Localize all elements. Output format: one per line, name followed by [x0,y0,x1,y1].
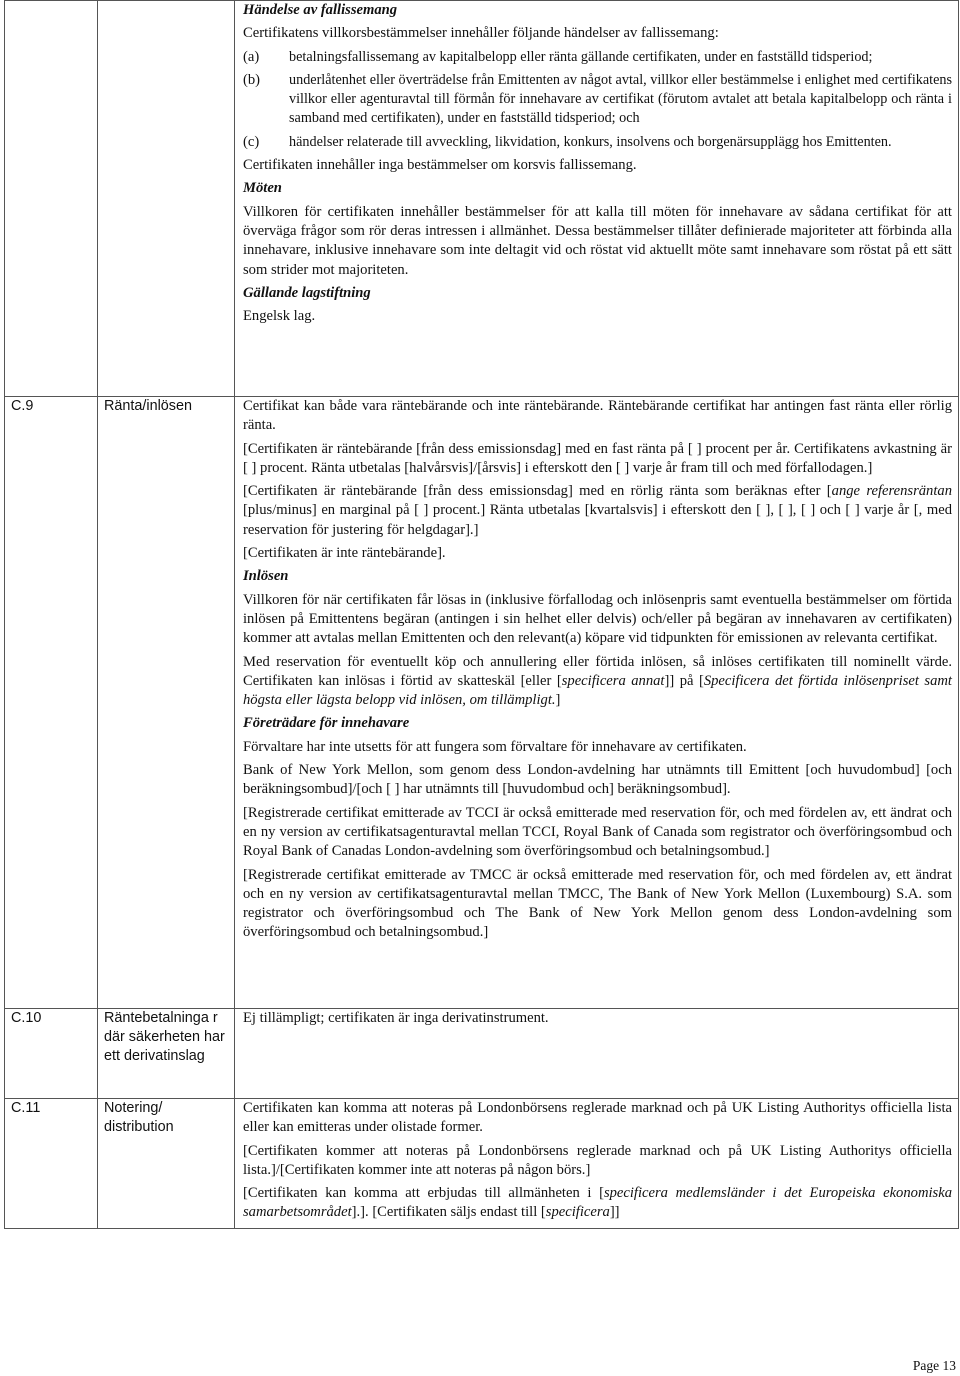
italic-text-span: ange referensräntan [831,483,952,500]
list-item-label: (b) [243,71,261,88]
list-item [243,48,952,67]
text-span: ]] på [ [664,672,704,689]
list-item-text: betalningsfallissemang av kapitalbelopp eller ränta gällande certifikaten, under en fastställd tidsperiod; [289,48,873,65]
early-redemption-text [243,653,952,711]
italic-text-span: specificera [545,1204,610,1221]
text-span: ]] [609,1204,620,1221]
heading-redemption: Inlösen [243,568,289,585]
list-item-text: underlåtenhet eller överträdelse från Emittenten av något avtal, villkor eller bestämmelse i enlighet med certifikatens villkor eller agenturavtal till förmån för innehavare av certifikat (förutom avtalet att betala kapitalbelopp och ränta i samband med certifikaten), under en fastställd tidsperiod; och [289,71,953,127]
list-item-label: (c) [243,133,260,150]
section-content-cell [235,1009,959,1099]
listing-text: Certifikaten kan komma att noteras på Londonbörsens reglerade marknad och på UK Listing Authoritys officiella lista eller kan emitteras under olistade former. [243,1100,952,1136]
text-span: [Certifikaten kan komma att erbjudas till allmänheten i [ [243,1185,604,1202]
floating-rate-text [243,482,952,540]
italic-text-span: specificera annat [561,672,665,689]
fixed-rate-text: [Certifikaten är räntebärande [från dess emissionsdag] med en fast ränta på [ ] procent per år. Certifikatens avkastning är [ ] procent. Ränta utbetalas [halvårsvis]/[årsvis] i efterskott den [ ] varje år fram till och med förfallodagen.] [243,440,952,476]
text-span: ].]. [Certifikaten säljs endast till [ [351,1204,546,1221]
listing-option-text: [Certifikaten kommer att noteras på Londonbörsens reglerade marknad och på UK Listing Authoritys officiella lista.]/[Certifikaten kommer inte att noteras på någon börs.] [243,1142,952,1178]
tmcc-registered-text: [Registrerade certifikat emitterade av TMCC är också emitterade med reservation för, och med fördelen av, ett ändrat och en ny version av certifikatsagenturavtal mellan TMCC, The Bank of New York Mellon (Luxembourg) S.A. som registrator och överföringsombud och The Bank of New York Mellon genom dess London-avdelning som överföringsombud och betalningsombud.] [243,866,952,941]
section-title-cell [98,1,235,397]
section-content-cell [235,1099,959,1229]
heading-meetings: Möten [243,180,282,197]
section-title: Ränta/inlösen [98,397,235,1009]
meetings-text: Villkoren för certifikaten innehåller bestämmelser för att kalla till möten för innehavare av sådana certifikat för att överväga frågor som rör deras intressen i allmänhet. Dessa bestämmelser tillåter definierade majoriteter att förbinda alla innehavare, inklusive innehavare som inte deltagit vid och röstat vid aktuellt möte samt innehavare som röstat på ett sätt som strider mot majoriteten. [243,203,952,278]
non-interest-text: [Certifikaten är inte räntebärande]. [243,545,446,562]
events-intro: Certifikatens villkorsbestämmelser innehåller följande händelser av fallissemang: [243,25,719,42]
text-span: Med reservation för eventuellt köp och annullering eller förtida inlösen, så inlöses certifikaten till nominellt värde. Certifikaten kan inlösas i förtid av skatteskäl [eller [ [243,653,952,689]
heading-governing-law: Gällande lagstiftning [243,284,371,301]
list-item-text: händelser relaterade till avveckling, likvidation, konkurs, insolvens och borgenärsupplägg hos Emittenten. [289,133,892,150]
heading-events-of-default: Händelse av fallissemang [243,2,398,18]
row-c10 [5,1009,959,1099]
trustee-text: Förvaltare har inte utsetts för att fungera som förvaltare för innehavare av certifikaten. [243,738,747,755]
interest-intro: Certifikat kan både vara räntebärande och inte räntebärande. Räntebärande certifikat har antingen fast ränta eller rörlig ränta. [243,398,952,434]
section-title: Räntebetalninga r där säkerheten har ett derivatinslag [98,1009,235,1099]
section-title: Notering/ distribution [98,1099,235,1229]
heading-representative: Företrädare för innehavare [243,715,410,732]
page-number: Page 13 [912,1358,956,1373]
row-c8 [5,1,959,397]
document-table [4,0,959,1229]
section-number-cell [5,1,98,397]
redemption-terms-text: Villkoren för när certifikaten får lösas in (inklusive förfallodag och inlösenpris samt eventuella bestämmelser om förtida inlösen på Emittentens begäran (antingen i sin helhet eller delvis) och/eller på begäran av innehavaren av certifikaten) kommer att avtalas mellan Emittenten och den relevant(a) köpare vid tidpunkten för emissionen av relevanta certifikat. [243,591,952,647]
text-span: [plus/minus] en marginal på [ ] procent.] Ränta utbetalas [kvartalsvis] i efterskott den [ ], [ ], [ ] och [ ] varje år [, med reservation för justering för helgdagar].] [243,502,952,538]
text-span: [Certifikaten är räntebärande [från dess emissionsdag] med en rörlig ränta som beräknas efter [ [243,483,832,500]
list-item-label: (a) [243,48,260,65]
cross-default-text: Certifikaten innehåller inga bestämmelser om korsvis fallissemang. [243,157,637,174]
agent-text: Bank of New York Mellon, som genom dess London-avdelning har utnämnts till Emittent [och huvudombud] [och beräkningsombud]/[och [ ] har utnämnts till [huvudombud och] beräkningsombud]. [243,762,952,798]
text-span: ] [555,692,561,709]
section-content-cell [235,397,959,1009]
tcci-registered-text: [Registrerade certifikat emitterade av TCCI är också emitterade med reservation för, och med fördelen av, ett ändrat och en ny version av certifikatsagenturavtal mellan TCCI, Royal Bank of Canada som registrator och överföringsombud och Royal Bank of Canadas London-avdelning som överföringsombud och betalningsombud.] [243,804,952,860]
row-c11 [5,1099,959,1229]
list-item [243,133,952,152]
distribution-text [243,1184,952,1223]
section-number: C.11 [5,1099,98,1229]
section-number: C.9 [5,397,98,1009]
governing-law-text: Engelsk lag. [243,308,316,325]
italic-text-span: specificera medlemsländer i det Europeiska ekonomiska samarbetsområdet [243,1185,952,1221]
italic-text-span: Specificera det förtida inlösenpriset samt högsta eller lägsta belopp vid inlösen, om tillämpligt. [243,672,952,709]
list-item [243,71,952,129]
section-content-cell [235,1,959,397]
section-number: C.10 [5,1009,98,1099]
derivative-text: Ej tillämpligt; certifikaten är inga derivatinstrument. [243,1010,549,1026]
row-c9 [5,397,959,1009]
